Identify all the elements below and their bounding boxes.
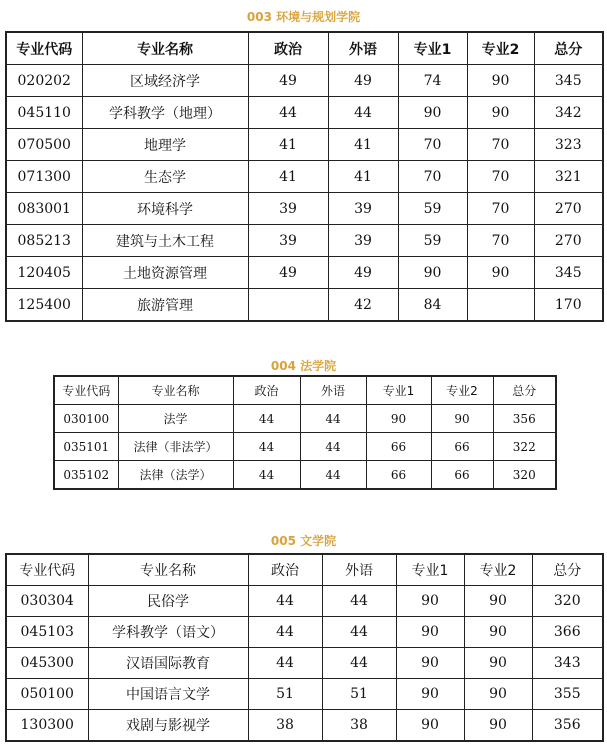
table-row xyxy=(6,648,603,679)
cell-major: 土地资源管理 xyxy=(82,257,248,289)
cell-score: 39 xyxy=(248,225,328,257)
cell-code: 045300 xyxy=(6,648,88,679)
cell-score: 51 xyxy=(248,679,322,710)
cell-code: 120405 xyxy=(6,257,82,289)
cell-score: 84 xyxy=(398,289,467,322)
table-header-row xyxy=(54,376,556,405)
cell-score: 90 xyxy=(467,97,534,129)
cell-total: 345 xyxy=(534,257,603,289)
cell-code: 035101 xyxy=(54,433,118,461)
cell-code: 050100 xyxy=(6,679,88,710)
cell-major: 民俗学 xyxy=(88,586,248,617)
cell-major: 学科教学（地理） xyxy=(82,97,248,129)
table-row xyxy=(54,461,556,490)
cell-score: 90 xyxy=(396,679,464,710)
header-cell: 专业1 xyxy=(398,32,467,65)
cell-major: 戏剧与影视学 xyxy=(88,710,248,742)
cell-score: 90 xyxy=(396,586,464,617)
table-row xyxy=(6,617,603,648)
header-cell: 专业代码 xyxy=(6,554,88,586)
cell-total: 321 xyxy=(534,161,603,193)
cell-score: 70 xyxy=(467,225,534,257)
cell-total: 270 xyxy=(534,193,603,225)
header-cell: 专业1 xyxy=(396,554,464,586)
cell-score: 44 xyxy=(322,648,396,679)
cell-score: 44 xyxy=(300,433,366,461)
cell-total: 343 xyxy=(532,648,603,679)
cell-code: 085213 xyxy=(6,225,82,257)
cell-score: 70 xyxy=(398,129,467,161)
table-row xyxy=(6,679,603,710)
cell-total: 320 xyxy=(493,461,556,490)
header-cell: 外语 xyxy=(300,376,366,405)
header-cell: 外语 xyxy=(328,32,398,65)
cell-major: 中国语言文学 xyxy=(88,679,248,710)
cell-score xyxy=(248,289,328,322)
cell-score: 44 xyxy=(322,617,396,648)
cell-score: 44 xyxy=(233,433,300,461)
cell-major: 法学 xyxy=(118,405,233,433)
cell-total: 355 xyxy=(532,679,603,710)
header-cell: 专业1 xyxy=(366,376,431,405)
score-table-005 xyxy=(5,553,604,742)
cell-score: 70 xyxy=(467,161,534,193)
cell-score: 90 xyxy=(464,648,532,679)
cell-score: 44 xyxy=(233,405,300,433)
cell-score: 44 xyxy=(248,586,322,617)
cell-code: 045110 xyxy=(6,97,82,129)
cell-score: 44 xyxy=(233,461,300,490)
cell-code: 020202 xyxy=(6,65,82,97)
header-cell: 专业名称 xyxy=(82,32,248,65)
cell-score: 44 xyxy=(248,617,322,648)
cell-score: 41 xyxy=(328,161,398,193)
cell-code: 035102 xyxy=(54,461,118,490)
cell-code: 070500 xyxy=(6,129,82,161)
cell-major: 旅游管理 xyxy=(82,289,248,322)
cell-score: 41 xyxy=(248,161,328,193)
table-row xyxy=(54,405,556,433)
cell-score: 90 xyxy=(464,617,532,648)
cell-total: 323 xyxy=(534,129,603,161)
cell-total: 356 xyxy=(493,405,556,433)
cell-score: 66 xyxy=(366,461,431,490)
header-cell: 总分 xyxy=(532,554,603,586)
header-cell: 专业代码 xyxy=(54,376,118,405)
table-row xyxy=(6,710,603,742)
cell-total: 270 xyxy=(534,225,603,257)
cell-major: 地理学 xyxy=(82,129,248,161)
cell-score: 49 xyxy=(248,65,328,97)
cell-score: 90 xyxy=(398,257,467,289)
cell-total: 342 xyxy=(534,97,603,129)
table-row xyxy=(6,289,603,322)
cell-score: 90 xyxy=(398,97,467,129)
cell-major: 区域经济学 xyxy=(82,65,248,97)
cell-score: 66 xyxy=(366,433,431,461)
header-cell: 专业名称 xyxy=(118,376,233,405)
header-cell: 政治 xyxy=(248,554,322,586)
header-cell: 政治 xyxy=(248,32,328,65)
section-title: 003 环境与规划学院 xyxy=(246,10,361,24)
cell-code: 130300 xyxy=(6,710,88,742)
cell-major: 法律（非法学） xyxy=(118,433,233,461)
cell-score: 38 xyxy=(248,710,322,742)
cell-major: 法律（法学） xyxy=(118,461,233,490)
cell-total: 345 xyxy=(534,65,603,97)
header-cell: 专业2 xyxy=(464,554,532,586)
header-cell: 专业代码 xyxy=(6,32,82,65)
cell-score: 38 xyxy=(322,710,396,742)
cell-score: 49 xyxy=(328,257,398,289)
cell-score: 39 xyxy=(328,193,398,225)
section-title: 004 法学院 xyxy=(270,359,337,373)
cell-code: 045103 xyxy=(6,617,88,648)
score-table-004 xyxy=(53,375,557,490)
table-row xyxy=(6,129,603,161)
cell-score: 70 xyxy=(467,129,534,161)
table-row xyxy=(6,97,603,129)
cell-code: 071300 xyxy=(6,161,82,193)
header-cell: 总分 xyxy=(493,376,556,405)
header-cell: 总分 xyxy=(534,32,603,65)
header-cell: 外语 xyxy=(322,554,396,586)
cell-score: 90 xyxy=(467,65,534,97)
table-row xyxy=(6,161,603,193)
cell-score: 90 xyxy=(431,405,493,433)
section-title: 005 文学院 xyxy=(270,534,337,548)
cell-score: 90 xyxy=(396,710,464,742)
cell-score: 51 xyxy=(322,679,396,710)
cell-code: 125400 xyxy=(6,289,82,322)
cell-total: 170 xyxy=(534,289,603,322)
table-row xyxy=(6,65,603,97)
cell-total: 322 xyxy=(493,433,556,461)
score-table-003 xyxy=(5,31,604,322)
cell-score: 44 xyxy=(328,97,398,129)
cell-score: 44 xyxy=(248,97,328,129)
table-row xyxy=(6,586,603,617)
cell-major: 汉语国际教育 xyxy=(88,648,248,679)
cell-score: 39 xyxy=(328,225,398,257)
cell-score: 49 xyxy=(328,65,398,97)
header-cell: 专业名称 xyxy=(88,554,248,586)
cell-score: 90 xyxy=(464,586,532,617)
cell-score: 90 xyxy=(464,679,532,710)
cell-score: 66 xyxy=(431,433,493,461)
header-cell: 专业2 xyxy=(431,376,493,405)
cell-score: 44 xyxy=(300,461,366,490)
header-cell: 政治 xyxy=(233,376,300,405)
cell-major: 学科教学（语文） xyxy=(88,617,248,648)
cell-score: 90 xyxy=(396,648,464,679)
cell-score xyxy=(467,289,534,322)
cell-score: 90 xyxy=(366,405,431,433)
cell-score: 49 xyxy=(248,257,328,289)
cell-score: 44 xyxy=(248,648,322,679)
cell-major: 生态学 xyxy=(82,161,248,193)
cell-total: 320 xyxy=(532,586,603,617)
cell-score: 59 xyxy=(398,225,467,257)
cell-score: 70 xyxy=(398,161,467,193)
table-row xyxy=(6,193,603,225)
cell-code: 030304 xyxy=(6,586,88,617)
cell-score: 66 xyxy=(431,461,493,490)
cell-score: 90 xyxy=(467,257,534,289)
cell-total: 366 xyxy=(532,617,603,648)
cell-major: 建筑与土木工程 xyxy=(82,225,248,257)
table-row xyxy=(6,257,603,289)
cell-major: 环境科学 xyxy=(82,193,248,225)
cell-score: 70 xyxy=(467,193,534,225)
cell-score: 41 xyxy=(248,129,328,161)
table-header-row xyxy=(6,32,603,65)
cell-score: 41 xyxy=(328,129,398,161)
cell-score: 74 xyxy=(398,65,467,97)
table-row xyxy=(54,433,556,461)
cell-score: 90 xyxy=(464,710,532,742)
cell-code: 030100 xyxy=(54,405,118,433)
header-cell: 专业2 xyxy=(467,32,534,65)
cell-score: 42 xyxy=(328,289,398,322)
table-header-row xyxy=(6,554,603,586)
cell-score: 39 xyxy=(248,193,328,225)
cell-score: 44 xyxy=(300,405,366,433)
table-row xyxy=(6,225,603,257)
cell-score: 59 xyxy=(398,193,467,225)
cell-code: 083001 xyxy=(6,193,82,225)
cell-score: 44 xyxy=(322,586,396,617)
cell-score: 90 xyxy=(396,617,464,648)
cell-total: 356 xyxy=(532,710,603,742)
